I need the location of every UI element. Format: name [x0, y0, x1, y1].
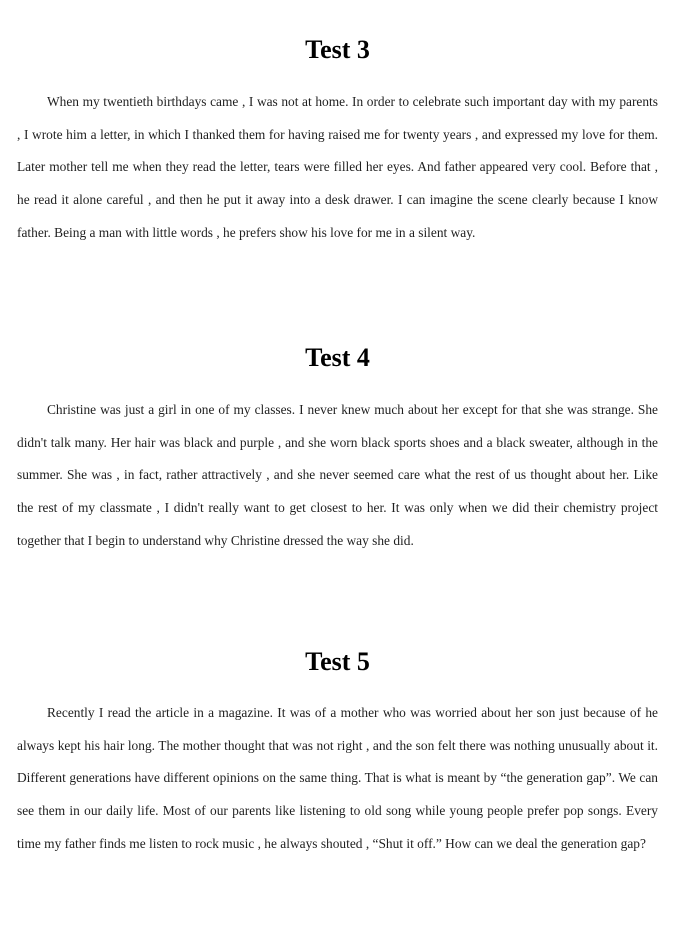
section-paragraph: When my twentieth birthdays came , I was not at home. In order to celebrate such important day with my parents , I wrote him a letter, in which I thanked them for having raised me for twenty years , and expressed my love for them. Later mother tell me when they read the letter, tears were filled her eyes. And father appeared very cool. Before that , he read it alone careful , and then he put it away into a desk drawer. I can imagine the scene clearly because I know father. Being a man with little words , he prefers show his love for me in a silent way. [17, 94, 658, 240]
section-title: Test 4 [305, 343, 370, 372]
section-test-4 [17, 343, 658, 558]
section-title: Test 5 [305, 647, 370, 676]
section-test-3 [17, 35, 658, 250]
section-paragraph: Christine was just a girl in one of my classes. I never knew much about her except for that she was strange. She didn't talk many. Her hair was black and purple , and she worn black sports shoes and a black sweater, although in the summer. She was , in fact, rather attractively , and she never seemed care what the rest of us thought about her. Like the rest of my classmate , I didn't really want to get closest to her. It was only when we did their chemistry project together that I begin to understand why Christine dressed the way she did. [17, 402, 658, 548]
section-paragraph: Recently I read the article in a magazine. It was of a mother who was worried about her son just because of he always kept his hair long. The mother thought that was not right , and the son felt there was nothing unusually about it. Different generations have different opinions on the same thing. That is what is meant by “the generation gap”. We can see them in our daily life. Most of our parents like listening to old song while young people prefer pop songs. Every time my father finds me listen to rock music , he always shouted , “Shut it off.” How can we deal the generation gap? [17, 705, 658, 851]
section-test-5 [17, 647, 658, 861]
section-title: Test 3 [305, 35, 370, 64]
